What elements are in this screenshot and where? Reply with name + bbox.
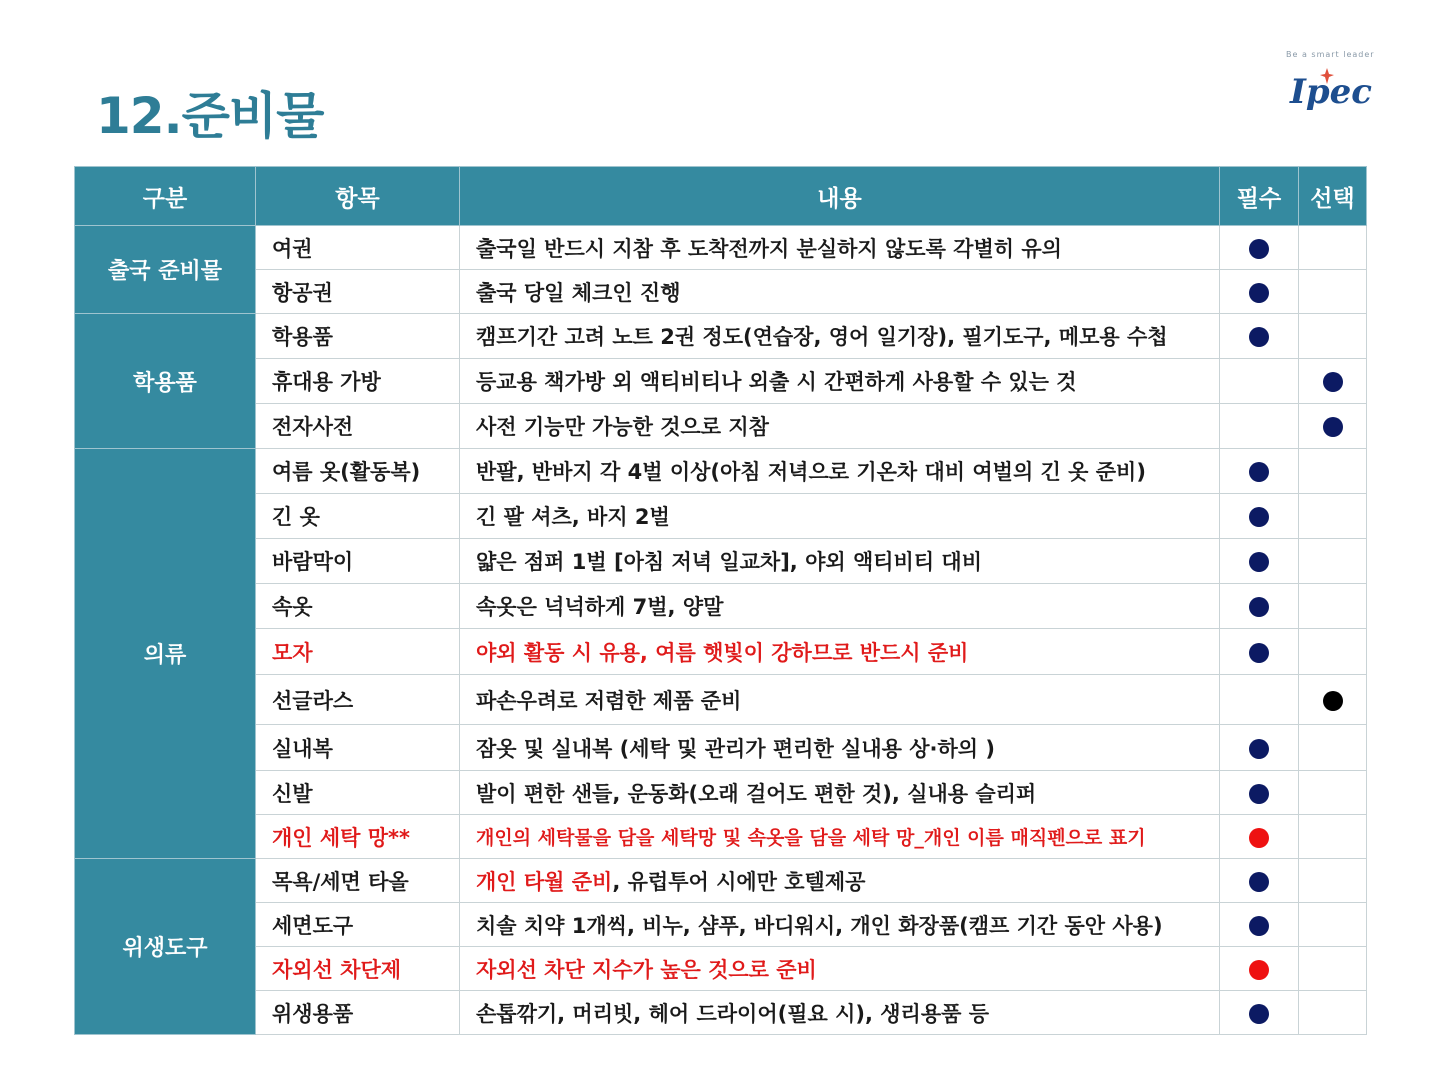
header-optional: 선택 [1299, 167, 1367, 226]
table-row [75, 675, 1367, 725]
table-row [75, 270, 1367, 314]
logo-wordmark: Ipec [1290, 72, 1373, 112]
table-row [75, 771, 1367, 815]
required-dot-icon [1249, 643, 1269, 663]
category-school-supplies: 학용품 [75, 314, 256, 449]
row-item: 모자 [256, 629, 460, 675]
table-row [75, 226, 1367, 270]
row-item: 바람막이 [256, 539, 460, 584]
table-row [75, 991, 1367, 1035]
row-content-rest: , 유럽투어 시에만 호텔제공 [612, 869, 866, 894]
row-content: 치솔 치약 1개씩, 비누, 샴푸, 바디워시, 개인 화장품(캠프 기간 동안 사용) [460, 903, 1220, 947]
row-item: 속옷 [256, 584, 460, 629]
required-cell [1220, 359, 1299, 404]
optional-cell [1299, 404, 1367, 449]
row-content: 사전 기능만 가능한 것으로 지참 [460, 404, 1220, 449]
row-content: 반팔, 반바지 각 4벌 이상(아침 저녁으로 기온차 대비 여벌의 긴 옷 준비) [460, 449, 1220, 494]
row-content: 야외 활동 시 유용, 여름 햇빛이 강하므로 반드시 준비 [460, 629, 1220, 675]
row-content: 얇은 점퍼 1벌 [아침 저녁 일교차], 야외 액티비티 대비 [460, 539, 1220, 584]
row-content: 등교용 책가방 외 액티비티나 외출 시 간편하게 사용할 수 있는 것 [460, 359, 1220, 404]
required-cell [1220, 675, 1299, 725]
table-row [75, 449, 1367, 494]
required-cell [1220, 859, 1299, 903]
required-dot-icon [1249, 283, 1269, 303]
row-item: 휴대용 가방 [256, 359, 460, 404]
row-content: 개인의 세탁물을 담을 세탁망 및 속옷을 담을 세탁 망_개인 이름 매직펜으로 표기 [460, 815, 1220, 859]
header-item: 항목 [256, 167, 460, 226]
row-content: 손톱깎기, 머리빗, 헤어 드라이어(필요 시), 생리용품 등 [460, 991, 1220, 1035]
required-cell [1220, 270, 1299, 314]
optional-cell [1299, 771, 1367, 815]
required-cell [1220, 539, 1299, 584]
required-dot-icon [1249, 507, 1269, 527]
optional-cell [1299, 629, 1367, 675]
required-dot-icon [1249, 872, 1269, 892]
table-row [75, 494, 1367, 539]
optional-dot-icon [1323, 372, 1343, 392]
table-row [75, 859, 1367, 903]
row-content: 속옷은 넉넉하게 7벌, 양말 [460, 584, 1220, 629]
optional-cell [1299, 584, 1367, 629]
required-dot-icon [1249, 239, 1269, 259]
required-dot-icon [1249, 739, 1269, 759]
logo-tagline: Be a smart leader [1286, 50, 1375, 59]
preparation-table [74, 166, 1367, 1035]
required-cell [1220, 314, 1299, 359]
row-content: 캠프기간 고려 노트 2권 정도(연습장, 영어 일기장), 필기도구, 메모용 수첩 [460, 314, 1220, 359]
row-content: 출국일 반드시 지참 후 도착전까지 분실하지 않도록 각별히 유의 [460, 226, 1220, 270]
row-item: 세면도구 [256, 903, 460, 947]
row-content [460, 859, 1220, 903]
header-required: 필수 [1220, 167, 1299, 226]
table-row [75, 815, 1367, 859]
required-dot-icon [1249, 597, 1269, 617]
required-cell [1220, 404, 1299, 449]
required-cell [1220, 815, 1299, 859]
optional-cell [1299, 226, 1367, 270]
row-item: 여권 [256, 226, 460, 270]
table-row [75, 539, 1367, 584]
row-item: 위생용품 [256, 991, 460, 1035]
row-item: 항공권 [256, 270, 460, 314]
optional-cell [1299, 859, 1367, 903]
row-content: 긴 팔 셔츠, 바지 2벌 [460, 494, 1220, 539]
optional-cell [1299, 539, 1367, 584]
table-row [75, 947, 1367, 991]
required-cell [1220, 771, 1299, 815]
table-row [75, 725, 1367, 771]
row-item: 신발 [256, 771, 460, 815]
row-content: 출국 당일 체크인 진행 [460, 270, 1220, 314]
category-hygiene: 위생도구 [75, 859, 256, 1035]
required-cell [1220, 226, 1299, 270]
row-content-highlight: 개인 타월 준비 [476, 869, 613, 894]
table-row [75, 314, 1367, 359]
optional-dot-icon [1323, 417, 1343, 437]
row-content: 발이 편한 샌들, 운동화(오래 걸어도 편한 것), 실내용 슬리퍼 [460, 771, 1220, 815]
required-cell [1220, 991, 1299, 1035]
required-dot-icon [1249, 960, 1269, 980]
header-category: 구분 [75, 167, 256, 226]
header-content: 내용 [460, 167, 1220, 226]
table-row [75, 629, 1367, 675]
optional-cell [1299, 314, 1367, 359]
required-cell [1220, 947, 1299, 991]
required-cell [1220, 725, 1299, 771]
required-cell [1220, 449, 1299, 494]
row-item: 여름 옷(활동복) [256, 449, 460, 494]
row-content: 자외선 차단 지수가 높은 것으로 준비 [460, 947, 1220, 991]
category-departure: 출국 준비물 [75, 226, 256, 314]
required-dot-icon [1249, 916, 1269, 936]
page-title: 12.준비물 [96, 87, 324, 145]
required-dot-icon [1249, 784, 1269, 804]
table-row [75, 404, 1367, 449]
optional-cell [1299, 725, 1367, 771]
optional-cell [1299, 815, 1367, 859]
row-item: 실내복 [256, 725, 460, 771]
table-row [75, 903, 1367, 947]
row-item: 목욕/세면 타올 [256, 859, 460, 903]
required-dot-icon [1249, 462, 1269, 482]
optional-cell [1299, 359, 1367, 404]
row-item: 개인 세탁 망** [256, 815, 460, 859]
optional-cell [1299, 947, 1367, 991]
required-cell [1220, 903, 1299, 947]
required-dot-icon [1249, 327, 1269, 347]
table-row [75, 359, 1367, 404]
category-clothing: 의류 [75, 449, 256, 859]
optional-cell [1299, 270, 1367, 314]
table-row [75, 584, 1367, 629]
required-dot-icon [1249, 552, 1269, 572]
ipec-logo [1282, 50, 1382, 130]
row-content: 파손우려로 저렴한 제품 준비 [460, 675, 1220, 725]
row-item: 전자사전 [256, 404, 460, 449]
optional-cell [1299, 675, 1367, 725]
row-item: 자외선 차단제 [256, 947, 460, 991]
row-content: 잠옷 및 실내복 (세탁 및 관리가 편리한 실내용 상·하의 ) [460, 725, 1220, 771]
required-cell [1220, 584, 1299, 629]
optional-cell [1299, 449, 1367, 494]
required-cell [1220, 629, 1299, 675]
optional-cell [1299, 991, 1367, 1035]
table-header-row [75, 167, 1367, 226]
optional-cell [1299, 494, 1367, 539]
optional-cell [1299, 903, 1367, 947]
row-item: 선글라스 [256, 675, 460, 725]
required-dot-icon [1249, 828, 1269, 848]
required-cell [1220, 494, 1299, 539]
optional-dot-icon [1323, 691, 1343, 711]
row-item: 긴 옷 [256, 494, 460, 539]
row-item: 학용품 [256, 314, 460, 359]
required-dot-icon [1249, 1004, 1269, 1024]
